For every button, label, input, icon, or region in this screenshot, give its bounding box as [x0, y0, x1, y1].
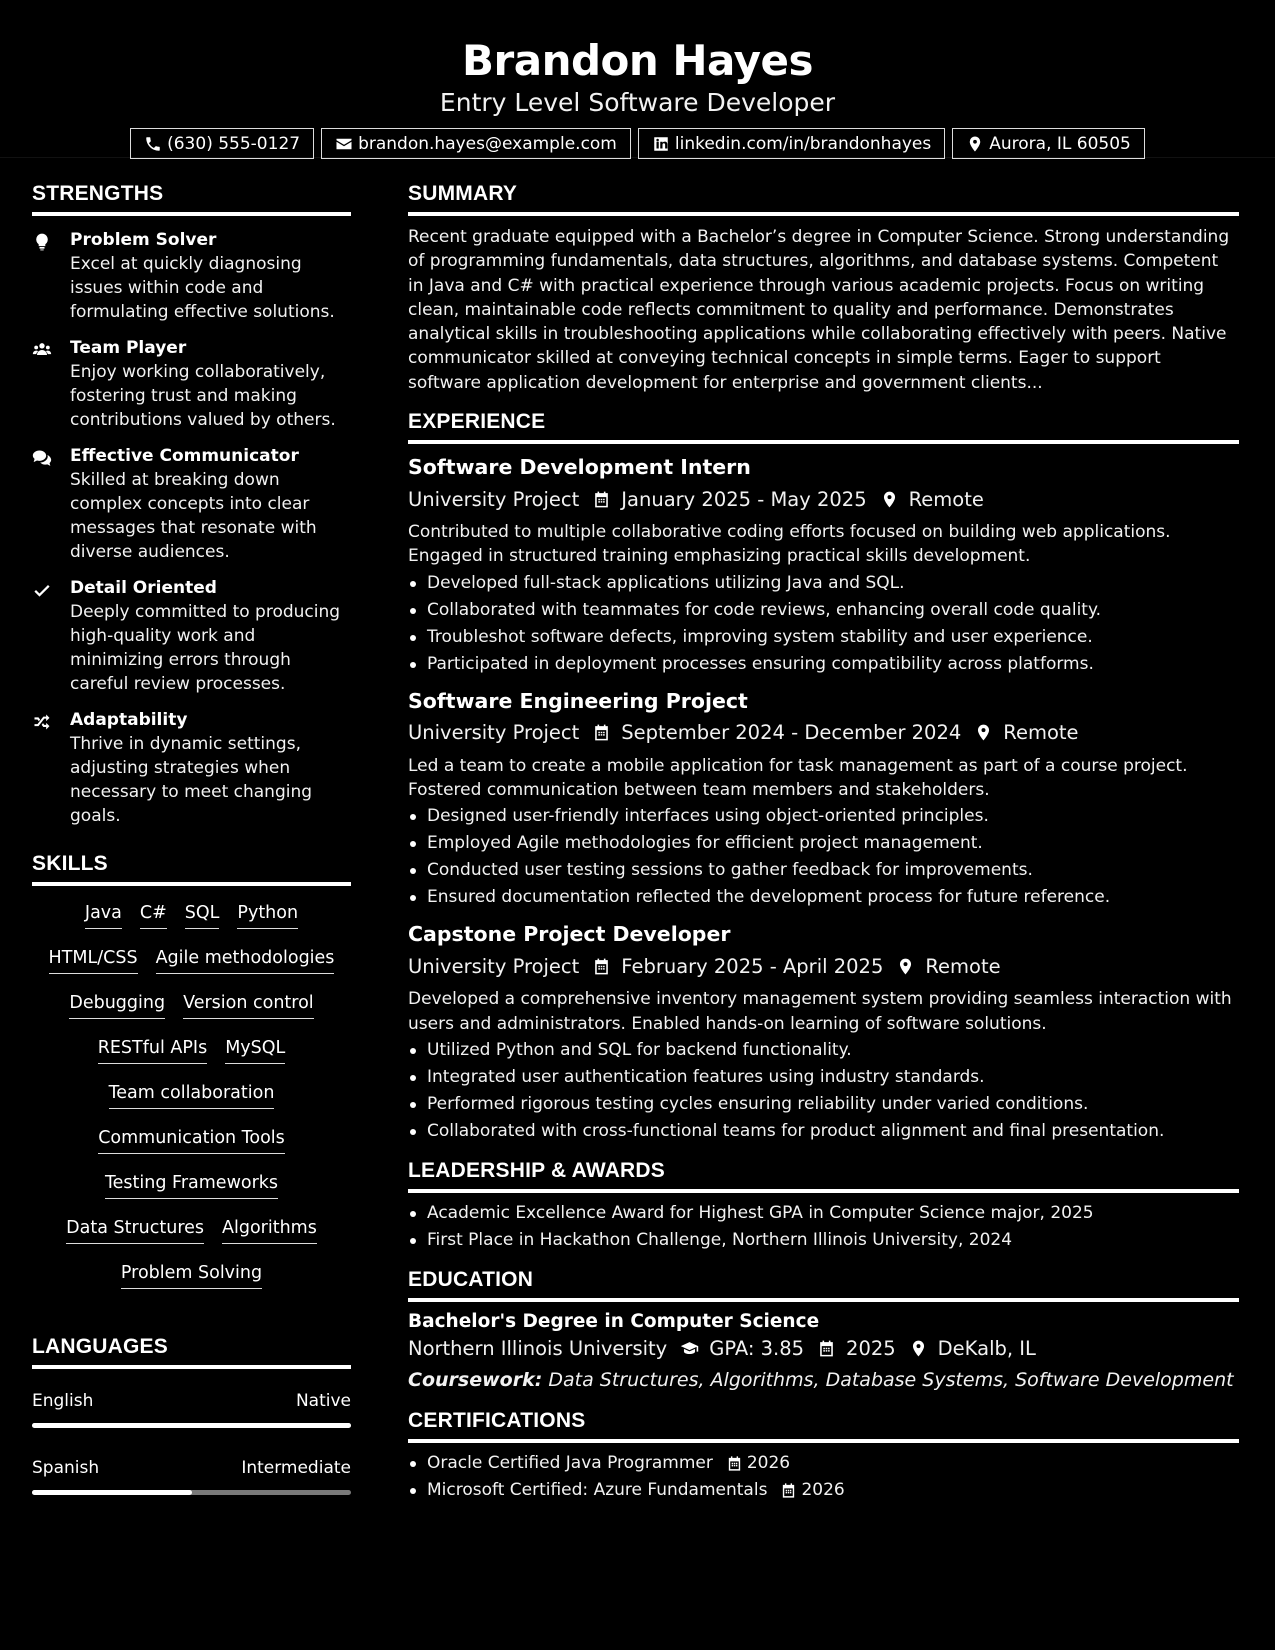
school-name: Northern Illinois University	[408, 1337, 668, 1361]
contact-location-text: Aurora, IL 60505	[989, 133, 1131, 154]
language-proficiency-fill	[32, 1490, 192, 1495]
contact-linkedin[interactable]	[638, 128, 945, 159]
graduation-year: 2025	[846, 1337, 896, 1361]
strength-desc: Deeply committed to producing high-quality work and minimizing errors through careful review processes.	[70, 602, 341, 694]
job-bullets	[408, 803, 1239, 911]
job-org: University Project	[408, 487, 580, 511]
skill-tag: Algorithms	[222, 1217, 317, 1244]
linkedin-icon	[652, 135, 670, 153]
contact-phone[interactable]	[130, 128, 314, 159]
job-entry	[408, 687, 1239, 912]
calendar-icon	[592, 957, 611, 976]
calendar-icon	[726, 1455, 743, 1472]
strengths-list	[32, 228, 351, 828]
right-column	[408, 182, 1239, 1504]
job-bullet: Troubleshot software defects, improving system stability and user experience.	[408, 624, 1239, 651]
strength-item	[32, 708, 351, 828]
job-bullet: Ensured documentation reflected the development process for future reference.	[408, 884, 1239, 911]
skill-tag: Agile methodologies	[156, 947, 335, 974]
certification-name: Oracle Certified Java Programmer	[427, 1452, 713, 1473]
summary-text: Recent graduate equipped with a Bachelor’s degree in Computer Science. Strong understanding of programming fundamentals, data structures, algorithms, and database systems. Competent in Java and C# with practical experience through various academic projects. Focus on writing clean, maintainable code reflects commitment to quality and performance. Demonstrates analytical skills in troubleshooting applications while collaborating effectively with peers. Native communicator skilled at conveying technical concepts in simple terms. Eager to support software application development for enterprise and government clients...	[408, 227, 1230, 393]
strength-desc: Enjoy working collaboratively, fostering trust and making contributions valued by others.	[70, 362, 336, 430]
strength-title: Effective Communicator	[70, 446, 299, 466]
contact-linkedin-text: linkedin.com/in/brandonhayes	[674, 133, 932, 154]
skill-tag: Data Structures	[66, 1217, 204, 1244]
job-entry	[408, 453, 1239, 678]
skill-tag: RESTful APIs	[98, 1037, 208, 1064]
language-item	[32, 1458, 351, 1495]
job-bullet: Performed rigorous testing cycles ensuring reliability under varied conditions.	[408, 1091, 1239, 1118]
job-dates: February 2025 - April 2025	[621, 954, 884, 978]
left-column	[32, 182, 351, 1495]
strength-desc: Skilled at breaking down complex concepts into clear messages that resonate with diverse audiences.	[70, 470, 317, 562]
envelope-icon	[335, 135, 353, 153]
certifications-list	[408, 1450, 1239, 1504]
award-item: Academic Excellence Award for Highest GPA in Computer Science major, 2025	[408, 1200, 1239, 1227]
language-proficiency-bar	[32, 1423, 351, 1428]
job-bullet: Integrated user authentication features using industry standards.	[408, 1064, 1239, 1091]
strength-item	[32, 576, 351, 696]
calendar-icon	[592, 490, 611, 509]
job-description: Developed a comprehensive inventory management system providing seamless interaction with users and administrators. Enabled hands-on learning of software solutions.	[408, 989, 1232, 1034]
skill-tag: Team collaboration	[109, 1082, 275, 1109]
job-bullet: Participated in deployment processes ensuring compatibility across platforms.	[408, 651, 1239, 678]
skill-tag: Communication Tools	[98, 1127, 285, 1154]
users-icon	[32, 340, 52, 360]
job-location: Remote	[908, 487, 984, 511]
award-item: First Place in Hackathon Challenge, Northern Illinois University, 2024	[408, 1227, 1239, 1254]
leadership-heading: LEADERSHIP & AWARDS	[408, 1159, 1239, 1193]
skill-tag: Debugging	[69, 992, 165, 1019]
skill-tag: C#	[140, 902, 167, 929]
job-bullets	[408, 1037, 1239, 1145]
skill-tag: MySQL	[225, 1037, 285, 1064]
contact-bar	[0, 128, 1275, 159]
map-pin-icon	[896, 957, 915, 976]
language-level: Native	[295, 1391, 351, 1411]
lightbulb-icon	[32, 232, 52, 252]
job-dates: January 2025 - May 2025	[621, 487, 867, 511]
education-meta	[408, 1334, 1239, 1364]
calendar-icon	[817, 1339, 836, 1358]
summary-heading: SUMMARY	[408, 182, 1239, 216]
job-bullet: Collaborated with teammates for code reviews, enhancing overall code quality.	[408, 597, 1239, 624]
strengths-heading: STRENGTHS	[32, 182, 351, 216]
strength-title: Detail Oriented	[70, 578, 217, 598]
language-proficiency-fill	[32, 1423, 351, 1428]
skills-list	[32, 902, 351, 1307]
strength-title: Adaptability	[70, 710, 188, 730]
job-meta	[408, 951, 1239, 981]
strength-title: Problem Solver	[70, 230, 217, 250]
certification-year: 2026	[746, 1452, 791, 1473]
job-title: Software Development Intern	[408, 455, 751, 480]
resume-header	[0, 0, 1275, 158]
job-bullet: Conducted user testing sessions to gather feedback for improvements.	[408, 857, 1239, 884]
contact-email[interactable]	[321, 128, 631, 159]
skills-heading: SKILLS	[32, 852, 351, 886]
certifications-heading: CERTIFICATIONS	[408, 1409, 1239, 1443]
job-dates: September 2024 - December 2024	[621, 721, 962, 745]
job-bullet: Designed user-friendly interfaces using object-oriented principles.	[408, 803, 1239, 830]
contact-email-text: brandon.hayes@example.com	[358, 133, 617, 154]
job-bullet: Collaborated with cross-functional teams for product alignment and final presentation.	[408, 1118, 1239, 1145]
skill-tag: Version control	[183, 992, 314, 1019]
map-pin-icon	[880, 490, 899, 509]
strength-desc: Thrive in dynamic settings, adjusting strategies when necessary to meet changing goals.	[70, 734, 313, 826]
job-entry	[408, 920, 1239, 1145]
skill-tag: HTML/CSS	[49, 947, 138, 974]
coursework-list: Data Structures, Algorithms, Database Systems, Software Development	[548, 1368, 1234, 1391]
experience-heading: EXPERIENCE	[408, 410, 1239, 444]
contact-phone-text: (630) 555-0127	[167, 133, 301, 154]
strength-title: Team Player	[70, 338, 187, 358]
comments-icon	[32, 448, 52, 468]
job-description: Led a team to create a mobile application for task management as part of a course project. Fostered communication between team members and stakeholders.	[408, 755, 1188, 800]
graduation-cap-icon	[680, 1339, 699, 1358]
language-name: Spanish	[32, 1458, 100, 1478]
skill-tag: Problem Solving	[121, 1262, 262, 1289]
job-meta	[408, 484, 1239, 514]
job-org: University Project	[408, 954, 580, 978]
job-description: Contributed to multiple collaborative coding efforts focused on building web applications. Engaged in structured training emphasizing practical skills development.	[408, 522, 1171, 567]
phone-icon	[144, 135, 162, 153]
coursework	[408, 1369, 1239, 1391]
certification-item	[408, 1477, 1239, 1504]
contact-location	[952, 128, 1145, 159]
certification-year: 2026	[801, 1479, 845, 1500]
job-bullet: Utilized Python and SQL for backend functionality.	[408, 1037, 1239, 1064]
job-bullet: Developed full-stack applications utilizing Java and SQL.	[408, 570, 1239, 597]
certification-item	[408, 1450, 1239, 1477]
calendar-icon	[780, 1482, 797, 1499]
job-title: Capstone Project Developer	[408, 922, 731, 947]
job-bullet: Employed Agile methodologies for efficient project management.	[408, 830, 1239, 857]
language-level: Intermediate	[241, 1458, 351, 1478]
job-location: Remote	[925, 954, 1001, 978]
degree-title: Bachelor's Degree in Computer Science	[408, 1310, 820, 1332]
skill-tag: SQL	[185, 902, 220, 929]
job-location: Remote	[1003, 721, 1079, 745]
candidate-name: Brandon Hayes	[462, 36, 813, 85]
job-meta	[408, 718, 1239, 748]
strength-item	[32, 444, 351, 564]
gpa-text: GPA: 3.85	[709, 1337, 805, 1361]
certification-name: Microsoft Certified: Azure Fundamentals	[427, 1479, 768, 1500]
strength-desc: Excel at quickly diagnosing issues within code and formulating effective solutions.	[70, 254, 335, 322]
map-pin-icon	[974, 723, 993, 742]
job-org: University Project	[408, 721, 580, 745]
map-pin-icon	[909, 1339, 928, 1358]
calendar-icon	[592, 723, 611, 742]
language-name: English	[32, 1391, 94, 1411]
strength-item	[32, 228, 351, 324]
school-location: DeKalb, IL	[937, 1337, 1036, 1361]
candidate-title: Entry Level Software Developer	[439, 88, 836, 117]
skill-tag: Java	[85, 902, 122, 929]
job-title: Software Engineering Project	[408, 688, 748, 713]
education-heading: EDUCATION	[408, 1268, 1239, 1302]
check-icon	[32, 580, 52, 600]
skill-tag: Testing Frameworks	[105, 1172, 278, 1199]
map-pin-icon	[966, 135, 984, 153]
languages-heading: LANGUAGES	[32, 1335, 351, 1369]
strength-item	[32, 336, 351, 432]
language-proficiency-bar	[32, 1490, 351, 1495]
language-item	[32, 1391, 351, 1428]
shuffle-icon	[32, 712, 52, 732]
leadership-list	[408, 1200, 1239, 1254]
job-bullets	[408, 570, 1239, 678]
skill-tag: Python	[237, 902, 298, 929]
coursework-label: Coursework:	[408, 1368, 543, 1391]
